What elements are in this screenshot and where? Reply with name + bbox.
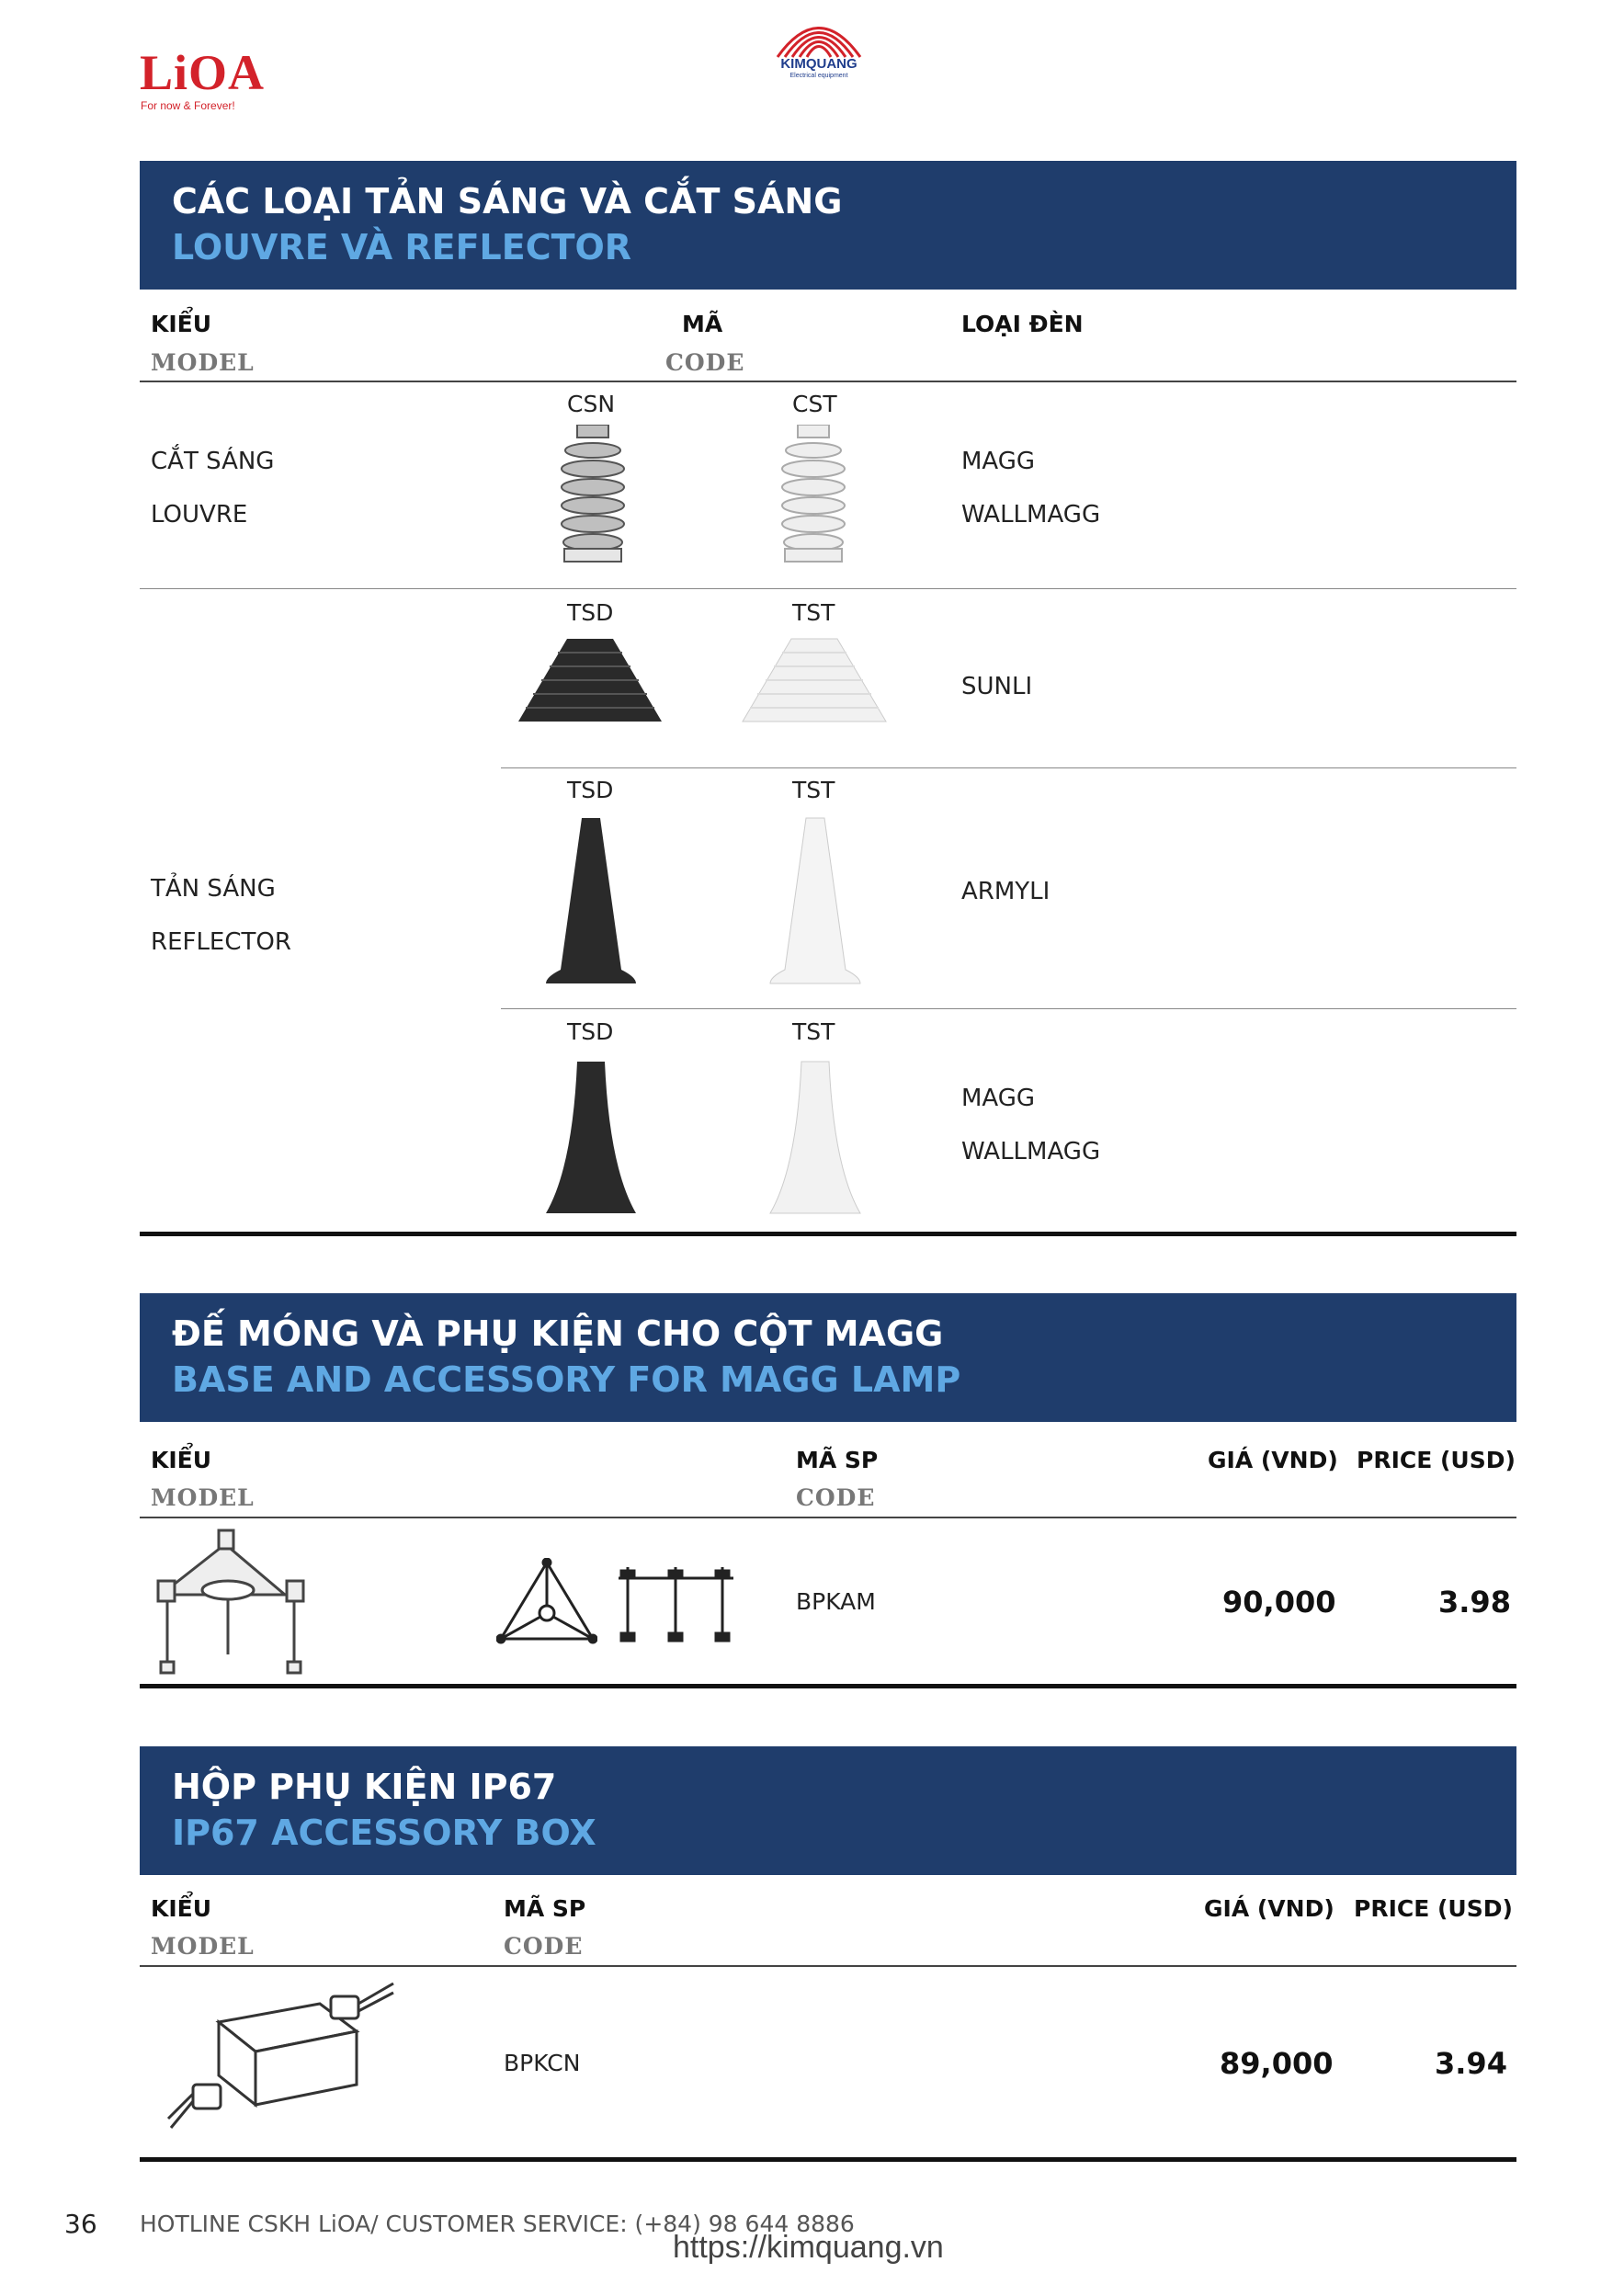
section2-banner bbox=[140, 1293, 1516, 1422]
kimquang-logo bbox=[759, 4, 879, 83]
section1-title-en: LOUVRE VÀ REFLECTOR bbox=[172, 227, 632, 267]
type-wallmagg: WALLMAGG bbox=[961, 501, 1101, 529]
section1-banner bbox=[140, 161, 1516, 290]
reflector-armyli-black-image bbox=[540, 813, 642, 993]
type-magg: MAGG bbox=[961, 448, 1036, 475]
section2-title-vi: ĐẾ MÓNG VÀ PHỤ KIỆN CHO CỘT MAGG bbox=[172, 1313, 944, 1354]
s2-col-usd: PRICE (USD) bbox=[1357, 1447, 1516, 1473]
s3-col-model-en: MODEL bbox=[151, 1933, 255, 1960]
code-csn: CSN bbox=[567, 391, 616, 417]
price-usd: 3.98 bbox=[1438, 1585, 1511, 1620]
divider bbox=[501, 767, 1516, 768]
s2-col-code-en: CODE bbox=[796, 1484, 876, 1511]
divider bbox=[140, 588, 1516, 589]
model-reflector-vi: TẢN SÁNG bbox=[151, 875, 276, 903]
price-vnd: 90,000 bbox=[1222, 1585, 1336, 1620]
type-wallmagg: WALLMAGG bbox=[961, 1138, 1101, 1165]
s3-col-usd: PRICE (USD) bbox=[1354, 1895, 1513, 1922]
accessory-box-image bbox=[164, 1976, 403, 2142]
section3-title-en: IP67 ACCESSORY BOX bbox=[172, 1813, 596, 1853]
reflector-sunli-white-image bbox=[741, 634, 888, 726]
section3-banner bbox=[140, 1746, 1516, 1875]
price-vnd: 89,000 bbox=[1220, 2046, 1334, 2081]
product-code-bpkam: BPKAM bbox=[796, 1588, 876, 1615]
s1-col-model: KIỂU bbox=[151, 311, 212, 337]
model-reflector-en: REFLECTOR bbox=[151, 928, 291, 956]
s3-col-code-en: CODE bbox=[504, 1933, 584, 1960]
s3-col-vnd: GIÁ (VND) bbox=[1204, 1895, 1334, 1922]
s2-col-code: MÃ SP bbox=[796, 1447, 879, 1473]
code-tsd: TSD bbox=[567, 599, 614, 626]
reflector-armyli-white-image bbox=[765, 813, 866, 993]
section1-title-vi: CÁC LOẠI TẢN SÁNG VÀ CẮT SÁNG bbox=[172, 181, 843, 222]
base-3d-image bbox=[147, 1526, 322, 1677]
reflector-magg-white-image bbox=[765, 1057, 866, 1218]
s3-col-code: MÃ SP bbox=[504, 1895, 586, 1922]
section2-title-en: BASE AND ACCESSORY FOR MAGG LAMP bbox=[172, 1359, 961, 1400]
model-louvre-vi: CẮT SÁNG bbox=[151, 448, 275, 475]
divider bbox=[140, 1232, 1516, 1236]
s1-col-model-en: MODEL bbox=[151, 349, 255, 376]
svg-text:Electrical equipment: Electrical equipment bbox=[789, 73, 848, 79]
s1-col-code-en: CODE bbox=[665, 349, 745, 376]
website-url[interactable]: https://kimquang.vn bbox=[673, 2230, 944, 2265]
section3-title-vi: HỘP PHỤ KIỆN IP67 bbox=[172, 1767, 557, 1807]
divider bbox=[501, 1008, 1516, 1009]
model-louvre-en: LOUVRE bbox=[151, 501, 248, 529]
page-number: 36 bbox=[64, 2209, 97, 2239]
type-armyli: ARMYLI bbox=[961, 878, 1050, 905]
s1-col-type: LOẠI ĐÈN bbox=[961, 311, 1084, 337]
louvre-cst-image bbox=[772, 425, 855, 567]
lioa-logo: LiOA bbox=[140, 45, 266, 100]
divider bbox=[140, 2157, 1516, 2162]
type-magg: MAGG bbox=[961, 1085, 1036, 1112]
divider bbox=[140, 1684, 1516, 1688]
product-code-bpkcn: BPKCN bbox=[504, 2050, 581, 2076]
s2-col-model: KIỂU bbox=[151, 1447, 212, 1473]
code-tst: TST bbox=[792, 599, 835, 626]
divider bbox=[140, 381, 1516, 382]
louvre-csn-image bbox=[551, 425, 634, 567]
svg-text:KIMQUANG: KIMQUANG bbox=[780, 56, 857, 72]
code-tsd: TSD bbox=[567, 1018, 614, 1045]
reflector-sunli-black-image bbox=[517, 634, 664, 726]
base-triangle-image bbox=[496, 1558, 597, 1645]
lioa-tagline: For now & Forever! bbox=[141, 99, 235, 112]
code-tst: TST bbox=[792, 1018, 835, 1045]
code-cst: CST bbox=[792, 391, 837, 417]
s2-col-vnd: GIÁ (VND) bbox=[1208, 1447, 1338, 1473]
divider bbox=[140, 1965, 1516, 1967]
price-usd: 3.94 bbox=[1435, 2046, 1507, 2081]
s2-col-model-en: MODEL bbox=[151, 1484, 255, 1511]
hotline-text: HOTLINE CSKH LiOA/ CUSTOMER SERVICE: (+84) 98 644 8886 bbox=[140, 2211, 855, 2237]
type-sunli: SUNLI bbox=[961, 673, 1033, 700]
s3-col-model: KIỂU bbox=[151, 1895, 212, 1922]
reflector-magg-black-image bbox=[540, 1057, 642, 1218]
base-bolts-image bbox=[614, 1558, 738, 1645]
s1-col-code: MÃ bbox=[682, 311, 723, 337]
divider bbox=[140, 1517, 1516, 1518]
code-tst: TST bbox=[792, 777, 835, 803]
code-tsd: TSD bbox=[567, 777, 614, 803]
